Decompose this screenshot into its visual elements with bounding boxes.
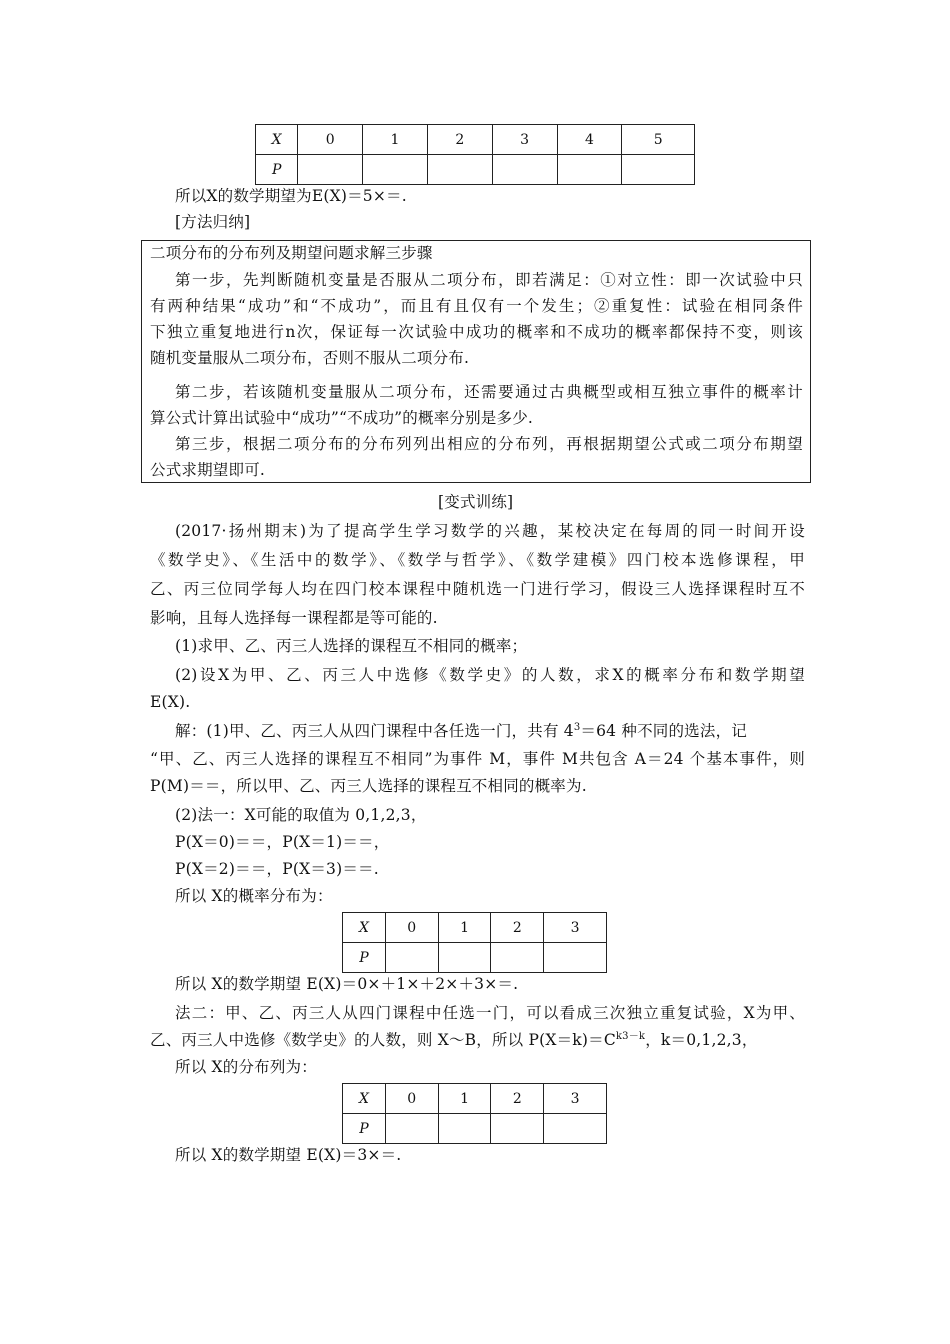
box-line: 下独立重复地进行n次，保证每一次试验中成功的概率和不成功的概率都保持不变，则该 — [150, 323, 803, 341]
table-row — [343, 1114, 607, 1144]
table-cell — [544, 1114, 607, 1144]
box-line: 第一步，先判断随机变量是否服从二项分布，即若满足：①对立性：即一次试验中只 — [175, 271, 803, 289]
table-cell: P — [343, 943, 386, 973]
solution-text: ，k＝0,1,2,3， — [645, 1031, 758, 1049]
solution-line-2: “甲、乙、丙三人选择的课程互不相同”为事件 M，事件 M共包含 A＝24 个基本事件，则 — [150, 750, 805, 768]
table-cell — [544, 943, 607, 973]
table-cell — [385, 943, 438, 973]
table-cell: X — [343, 913, 386, 943]
box-line: 算公式计算出试验中“成功”“不成功”的概率分别是多少. — [150, 409, 534, 427]
exponent: k3－k — [615, 1030, 646, 1042]
question-2: (2)设X为甲、乙、丙三人中选修《数学史》的人数，求X的概率分布和数学期望 — [175, 666, 805, 684]
table-cell: 0 — [385, 1084, 438, 1114]
table-row — [343, 913, 607, 943]
table-cell: 1 — [363, 125, 428, 155]
table-cell — [438, 943, 491, 973]
table-cell — [492, 155, 557, 185]
table-cell: 1 — [438, 913, 491, 943]
problem-line: 影响，且每人选择每一课程都是等可能的. — [150, 609, 438, 627]
problem-line: 《数学史》、《生活中的数学》、《数学与哲学》、《数学建模》四门校本选修课程，甲 — [150, 551, 805, 569]
box-line: 第三步，根据二项分布的分布列列出相应的分布列，再根据期望公式或二项分布期望 — [175, 435, 803, 453]
table-cell: 2 — [491, 1084, 544, 1114]
exponent: 3 — [573, 721, 581, 733]
table-cell — [491, 943, 544, 973]
solution-line-1 — [175, 720, 747, 742]
table-cell: X — [343, 1084, 386, 1114]
table-cell — [438, 1114, 491, 1144]
distribution-table-2 — [342, 912, 607, 973]
distribution-table-1 — [255, 124, 695, 185]
table-cell — [298, 155, 363, 185]
table-cell — [557, 155, 622, 185]
table-cell: 5 — [622, 125, 695, 155]
method-heading: [方法归纳] — [175, 213, 251, 231]
method2-line: 法二：甲、乙、丙三人从四门课程中任选一门，可以看成三次独立重复试验，X为甲、 — [175, 1004, 805, 1022]
table-cell — [491, 1114, 544, 1144]
table-cell — [363, 155, 428, 185]
table-cell: 0 — [385, 913, 438, 943]
table-row — [256, 125, 695, 155]
solution-text: ＝64 种不同的选法，记 — [580, 722, 747, 740]
table-cell: 3 — [544, 1084, 607, 1114]
box-title: 二项分布的分布列及期望问题求解三步骤 — [150, 244, 433, 262]
solution-text: 乙、丙三人中选修《数学史》的人数，则 X～B，所以 P(X＝k)＝C — [150, 1031, 616, 1049]
method2-line — [150, 1029, 758, 1051]
method1-line: P(X＝0)＝＝，P(X＝1)＝＝， — [175, 833, 390, 851]
question-1: (1)求甲、乙、丙三人选择的课程互不相同的概率； — [175, 637, 528, 655]
variant-heading: [变式训练] — [438, 493, 514, 511]
distribution-table-3 — [342, 1083, 607, 1144]
table-cell: P — [256, 155, 298, 185]
solution-text: 解：(1)甲、乙、丙三人从四门课程中各任选一门，共有 4 — [175, 722, 574, 740]
table-row — [343, 1084, 607, 1114]
method1-line: 所以 X的概率分布为： — [175, 887, 333, 905]
table-cell: 2 — [491, 913, 544, 943]
table-cell — [385, 1114, 438, 1144]
table-cell: P — [343, 1114, 386, 1144]
table-cell: 3 — [492, 125, 557, 155]
method1-line: P(X＝2)＝＝，P(X＝3)＝＝. — [175, 860, 379, 878]
question-2-cont: E(X). — [150, 693, 191, 711]
method1-line: (2)法一：X可能的取值为 0,1,2,3， — [175, 806, 427, 824]
method2-line: 所以 X的分布列为： — [175, 1058, 317, 1076]
table-cell — [427, 155, 492, 185]
table-row — [256, 155, 695, 185]
table-cell: 3 — [544, 913, 607, 943]
expectation-line-1: 所以X的数学期望为E(X)＝5×＝. — [175, 187, 407, 205]
table-cell: 2 — [427, 125, 492, 155]
box-line: 公式求期望即可. — [150, 461, 266, 479]
table-cell: 0 — [298, 125, 363, 155]
method1-expectation: 所以 X的数学期望 E(X)＝0×＋1×＋2×＋3×＝. — [175, 975, 519, 993]
table-row — [343, 943, 607, 973]
problem-line: (2017·扬州期末)为了提高学生学习数学的兴趣，某校决定在每周的同一时间开设 — [175, 522, 805, 540]
method2-expectation: 所以 X的数学期望 E(X)＝3×＝. — [175, 1146, 402, 1164]
table-cell: 4 — [557, 125, 622, 155]
table-cell: 1 — [438, 1084, 491, 1114]
table-cell — [622, 155, 695, 185]
table-cell: X — [256, 125, 298, 155]
solution-line-3: P(M)＝＝，所以甲、乙、丙三人选择的课程互不相同的概率为. — [150, 777, 587, 795]
box-line: 第二步，若该随机变量服从二项分布，还需要通过古典概型或相互独立事件的概率计 — [175, 383, 803, 401]
box-line: 有两种结果“成功”和“不成功”，而且有且仅有一个发生；②重复性：试验在相同条件 — [150, 297, 803, 315]
box-line: 随机变量服从二项分布，否则不服从二项分布. — [150, 349, 470, 367]
problem-line: 乙、丙三位同学每人均在四门校本课程中随机选一门进行学习，假设三人选择课程时互不 — [150, 580, 805, 598]
